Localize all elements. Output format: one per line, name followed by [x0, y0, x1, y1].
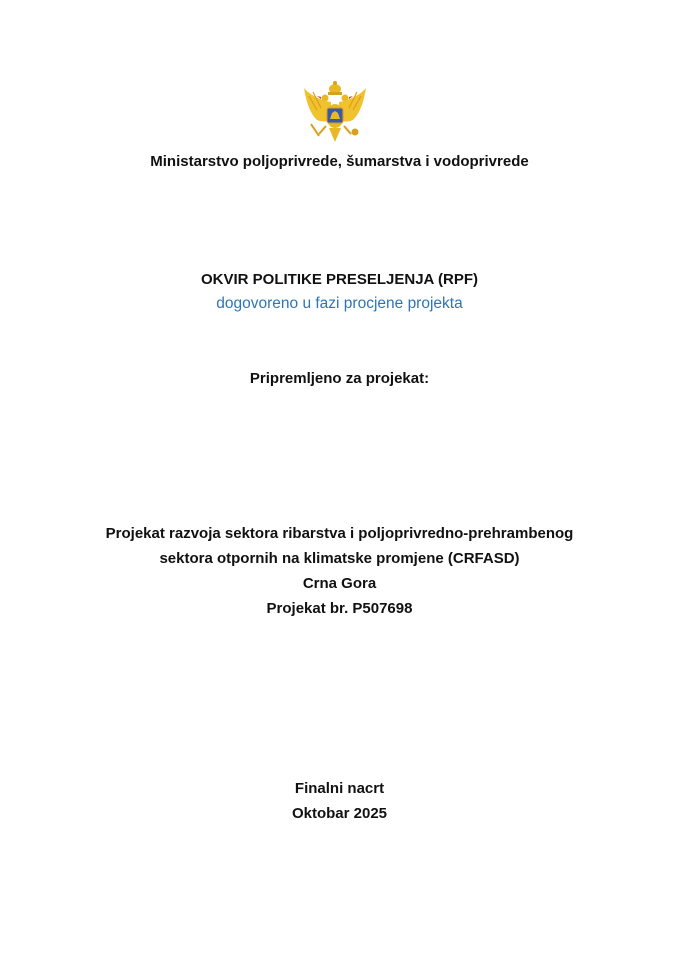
document-date: Oktobar 2025 [291, 805, 388, 822]
ministry-name: Ministarstvo poljoprivrede, šumarstva i vodoprivrede [150, 153, 529, 170]
project-country: Crna Gora [302, 575, 377, 592]
prepared-for-label: Pripremljeno za projekat: [249, 370, 430, 387]
document-subtitle: dogovoreno u fazi procjene projekta [216, 295, 463, 312]
document-title: OKVIR POLITIKE PRESELJENJA (RPF) [201, 271, 478, 288]
project-number: Projekat br. P507698 [266, 600, 413, 617]
coat-of-arms-emblem [301, 80, 369, 150]
coat-of-arms-icon [301, 80, 369, 150]
project-name-line-1: Projekat razvoja sektora ribarstva i poljoprivredno-prehrambenog [105, 525, 574, 542]
project-name-line-2: sektora otpornih na klimatske promjene (CRFASD) [159, 550, 520, 567]
document-status: Finalni nacrt [294, 780, 385, 797]
